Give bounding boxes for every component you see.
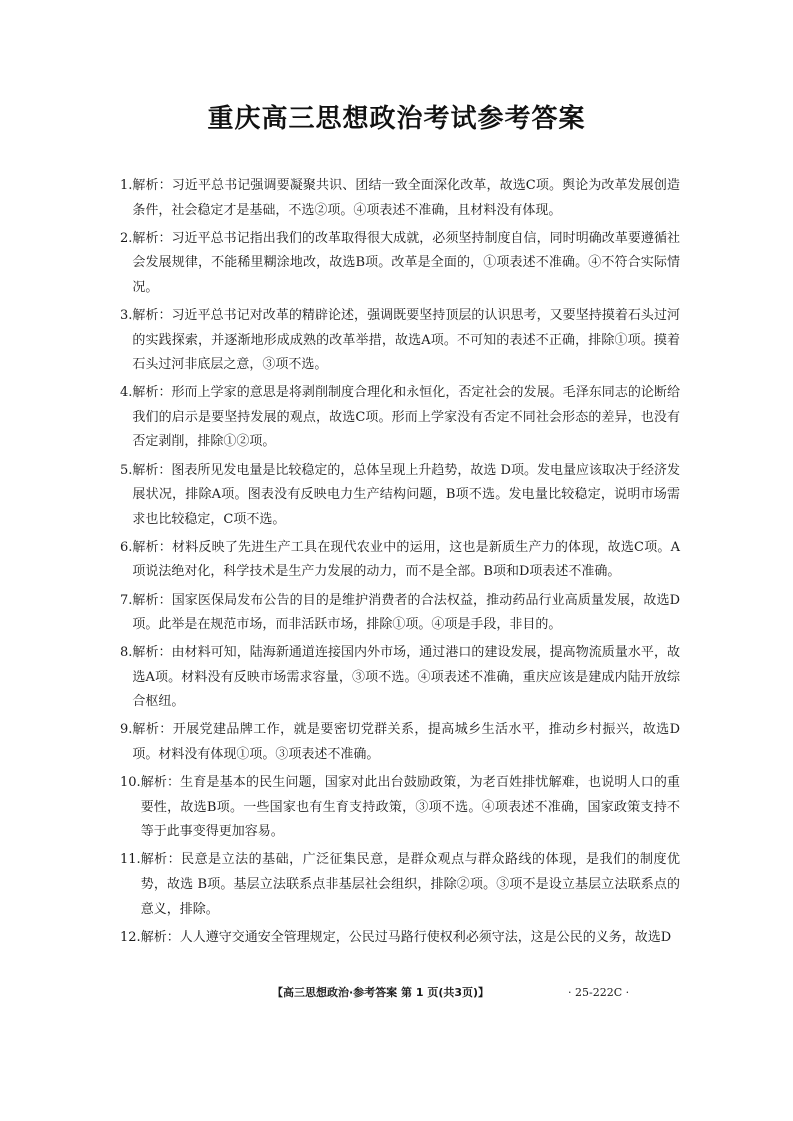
footer-page-label: 【高三思想政治·参考答案 第 1 页(共3页)】: [272, 986, 490, 999]
answer-text: 解析：生育是基本的民生问题，国家对此出台鼓励政策，为老百姓排忧解难，也说明人口的重要性，故选B项。一些国家也有生育支持政策，③项不选。④项表述不准确，国家政策支持不等于此事变得更加容易。: [140, 775, 680, 840]
answer-text: 解析：习近平总书记对改革的精辟论述，强调既要坚持顶层的认识思考，又要坚持摸着石头过河的实践探索，并逐渐地形成成熟的改革举措，故选A项。不可知的表述不正确，排除①项。摸着石头过河非底层之意，③项不选。: [132, 307, 680, 373]
answer-number: 1.: [120, 178, 133, 193]
answer-number: 5.: [120, 462, 133, 478]
answer-number: 2.: [120, 230, 133, 246]
answer-text: 解析：习近平总书记指出我们的改革取得很大成就，必须坚持制度自信，同时明确改革要遵循社会发展规律，不能稀里糊涂地改，故选B项。改革是全面的，①项表述不准确。④不符合实际情况。: [132, 230, 680, 295]
answer-text: 解析：民意是立法的基础，广泛征集民意，是群众观点与群众路线的体现，是我们的制度优势，故选 B项。基层立法联系点非基层社会组织，排除②项。③项不是设立基层立法联系点的意义，排除。: [140, 852, 680, 917]
page-title: 重庆高三思想政治考试参考答案: [207, 104, 586, 134]
answer-item: [120, 536, 680, 585]
answer-item: [120, 227, 680, 301]
answer-text: 解析：开展党建品牌工作，就是要密切党群关系，提高城乡生活水平，推动乡村振兴，故选D项。材料没有体现①项。③项表述不准确。: [132, 722, 680, 763]
answer-text: 解析：材料反映了先进生产工具在现代农业中的运用，这也是新质生产力的体现，故选C项。A项说法绝对化，科学技术是生产力发展的动力，而不是全部。B项和D项表述不准确。: [132, 539, 680, 580]
answer-number: 3.: [120, 307, 133, 323]
answer-item: [120, 771, 680, 845]
answer-number: 4.: [120, 385, 133, 401]
answer-text: 解析：图表所见发电量是比较稳定的，总体呈现上升趋势，故选 D项。发电量应该取决于经济发展状况，排除A项。图表没有反映电力生产结构问题，B项不选。发电量比较稳定，说明市场需求也比较稳定，C项不选。: [132, 462, 680, 527]
answer-item: [120, 381, 680, 455]
answer-number: 8.: [120, 645, 133, 661]
answer-item: [120, 641, 680, 715]
answer-number: 12.: [120, 929, 141, 945]
answer-text: 解析：习近平总书记强调要凝聚共识、团结一致全面深化改革，故选C项。舆论为改革发展创造条件，社会稳定才是基础，不选②项。④项表述不准确，且材料没有体现。: [132, 178, 680, 218]
answer-number: 11.: [120, 852, 141, 868]
answer-list: [120, 174, 680, 954]
answer-number: 6.: [120, 539, 133, 555]
answer-text: 解析：形而上学家的意思是将剥削制度合理化和永恒化，否定社会的发展。毛泽东同志的论断给我们的启示是要坚持发展的观点，故选C项。形而上学家没有否定不同社会形态的差异，也没有否定剥削，排除①②项。: [132, 385, 680, 450]
answer-item: [120, 848, 680, 922]
answer-text: 解析：国家医保局发布公告的目的是维护消费者的合法权益，推动药品行业高质量发展，故选D项。此举是在规范市场，而非活跃市场，排除①项。④项是手段，非目的。: [132, 592, 680, 633]
answer-item: [120, 304, 680, 378]
answer-item: [120, 589, 680, 638]
answer-text: 解析：人人遵守交通安全管理规定，公民过马路行使权利必须守法，这是公民的义务，故选D: [140, 929, 672, 945]
answer-text: 解析：由材料可知，陆海新通道连接国内外市场，通过港口的建设发展，提高物流质量水平，故选A项。材料没有反映市场需求容量，③项不选。④项表述不准确，重庆应该是建成内陆开放综合枢纽。: [132, 645, 680, 710]
footer-code: · 25-222C ·: [568, 986, 630, 999]
answer-number: 9.: [120, 722, 133, 738]
answer-item: [120, 718, 680, 767]
answer-item: [120, 926, 680, 951]
answer-number: 7.: [120, 592, 133, 608]
answer-number: 10.: [120, 775, 141, 791]
answer-item: [120, 174, 680, 223]
answer-item: [120, 459, 680, 533]
